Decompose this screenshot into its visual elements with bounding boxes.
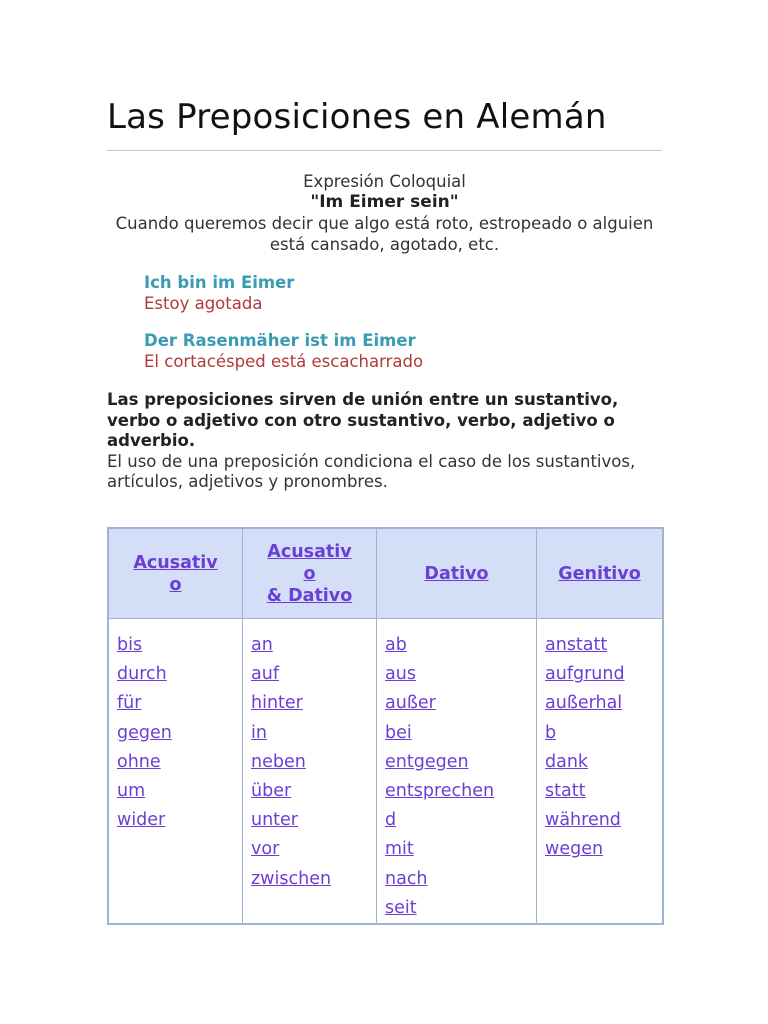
- preposition-link[interactable]: aus: [385, 664, 416, 685]
- preposition-link[interactable]: bei: [385, 722, 412, 743]
- prepositions-table: [107, 527, 664, 925]
- preposition-link[interactable]: auf: [251, 664, 279, 685]
- list-item[interactable]: [251, 865, 368, 894]
- definition-line1: El uso de una preposición condiciona el caso de los sustantivos,: [107, 451, 636, 471]
- header-acusativo[interactable]: [108, 528, 243, 619]
- preposition-link[interactable]: b: [545, 722, 557, 743]
- example-german: Der Rasenmäher ist im Eimer: [144, 331, 416, 350]
- preposition-link[interactable]: für: [117, 693, 142, 714]
- preposition-link[interactable]: außer: [385, 693, 436, 714]
- list-item[interactable]: [251, 631, 368, 660]
- list-item[interactable]: [251, 689, 368, 718]
- list-item[interactable]: [385, 660, 528, 689]
- preposition-link[interactable]: gegen: [117, 722, 172, 743]
- list-item[interactable]: [251, 719, 368, 748]
- list-item[interactable]: [117, 660, 234, 689]
- list-item[interactable]: [385, 689, 528, 718]
- preposition-link[interactable]: entsprechen: [385, 781, 495, 802]
- header-dativo[interactable]: [377, 528, 537, 619]
- header-dativo-link[interactable]: Dativo: [424, 563, 489, 584]
- list-item[interactable]: [117, 806, 234, 835]
- preposition-link[interactable]: während: [545, 810, 621, 831]
- example-spanish: El cortacésped está escacharrado: [144, 352, 424, 371]
- list-item[interactable]: [545, 660, 654, 689]
- list-item[interactable]: [117, 748, 234, 777]
- preposition-link[interactable]: hinter: [251, 693, 303, 714]
- preposition-link[interactable]: nach: [385, 868, 428, 889]
- preposition-link[interactable]: in: [251, 722, 267, 743]
- table-row: [108, 619, 663, 925]
- header-acusativo-line1[interactable]: Acusativ: [133, 552, 218, 573]
- intro-block: [107, 171, 662, 255]
- preposition-link[interactable]: zwischen: [251, 868, 332, 889]
- header-genitivo-link[interactable]: Genitivo: [558, 563, 641, 584]
- header-acdat-line1[interactable]: Acusativ: [267, 541, 352, 562]
- list-item[interactable]: [385, 777, 528, 806]
- intro-expression: "Im Eimer sein": [310, 192, 459, 212]
- preposition-link[interactable]: dank: [545, 751, 589, 772]
- intro-description-line1: Cuando queremos decir que algo está roto, estropeado o alguien: [115, 214, 654, 233]
- definition-paragraph: [107, 390, 667, 493]
- list-acusativo-dativo: [251, 631, 368, 894]
- definition-bold-line1: Las preposiciones sirven de unión entre un sustantivo,: [107, 390, 619, 409]
- list-item[interactable]: [251, 748, 368, 777]
- cell-dativo: [377, 619, 537, 925]
- example-spanish: Estoy agotada: [144, 294, 263, 313]
- list-item[interactable]: [385, 806, 528, 835]
- definition-bold-line3: adverbio.: [107, 431, 196, 450]
- list-item[interactable]: [117, 777, 234, 806]
- list-item[interactable]: [545, 748, 654, 777]
- header-acusativo-dativo[interactable]: [243, 528, 377, 619]
- list-item[interactable]: [385, 631, 528, 660]
- preposition-link[interactable]: über: [251, 781, 292, 802]
- cell-acusativo: [108, 619, 243, 925]
- list-item[interactable]: [117, 719, 234, 748]
- preposition-link[interactable]: wegen: [545, 839, 604, 860]
- list-item[interactable]: [545, 719, 654, 748]
- list-dativo: [385, 631, 528, 923]
- title-divider: [107, 150, 662, 151]
- intro-description-line2: está cansado, agotado, etc.: [269, 235, 500, 254]
- preposition-link[interactable]: vor: [251, 839, 280, 860]
- table-header-row: [108, 528, 663, 619]
- list-item[interactable]: [385, 865, 528, 894]
- preposition-link[interactable]: außerhal: [545, 693, 623, 714]
- header-acdat-line3[interactable]: & Dativo: [266, 585, 353, 606]
- example-german: Ich bin im Eimer: [144, 273, 295, 292]
- list-item[interactable]: [545, 777, 654, 806]
- preposition-link[interactable]: statt: [545, 781, 586, 802]
- list-item[interactable]: [385, 835, 528, 864]
- list-item[interactable]: [385, 894, 528, 923]
- list-item[interactable]: [117, 689, 234, 718]
- preposition-link[interactable]: wider: [117, 810, 166, 831]
- page-title: Las Preposiciones en Alemán: [107, 97, 607, 137]
- preposition-link[interactable]: durch: [117, 664, 167, 685]
- cell-acusativo-dativo: [243, 619, 377, 925]
- list-item[interactable]: [545, 835, 654, 864]
- list-item[interactable]: [251, 777, 368, 806]
- header-acusativo-line2[interactable]: o: [169, 574, 182, 595]
- preposition-link[interactable]: ab: [385, 635, 407, 655]
- preposition-link[interactable]: unter: [251, 810, 299, 831]
- list-genitivo: [545, 631, 654, 865]
- preposition-link[interactable]: anstatt: [545, 635, 608, 655]
- example-2: [144, 330, 423, 372]
- list-item[interactable]: [117, 631, 234, 660]
- preposition-link[interactable]: aufgrund: [545, 664, 625, 685]
- list-item[interactable]: [251, 806, 368, 835]
- list-acusativo: [117, 631, 234, 835]
- cell-genitivo: [537, 619, 664, 925]
- preposition-link[interactable]: entgegen: [385, 751, 469, 772]
- list-item[interactable]: [385, 719, 528, 748]
- intro-subtitle: Expresión Coloquial: [303, 172, 466, 191]
- preposition-link[interactable]: mit: [385, 839, 414, 860]
- definition-line2: artículos, adjetivos y pronombres.: [107, 472, 388, 491]
- preposition-link[interactable]: bis: [117, 635, 143, 655]
- preposition-link[interactable]: ohne: [117, 751, 161, 772]
- list-item[interactable]: [251, 660, 368, 689]
- list-item[interactable]: [545, 689, 654, 718]
- header-acdat-line2[interactable]: o: [303, 563, 316, 584]
- preposition-link[interactable]: d: [385, 810, 397, 831]
- header-acusativo-dativo-link[interactable]: [267, 541, 352, 607]
- list-item[interactable]: [545, 806, 654, 835]
- preposition-link[interactable]: neben: [251, 751, 306, 772]
- list-item[interactable]: [251, 835, 368, 864]
- preposition-link[interactable]: seit: [385, 897, 417, 918]
- preposition-link[interactable]: um: [117, 781, 146, 802]
- list-item[interactable]: [385, 748, 528, 777]
- example-1: [144, 272, 294, 314]
- definition-bold-line2: verbo o adjetivo con otro sustantivo, verbo, adjetivo o: [107, 410, 615, 430]
- list-item[interactable]: [545, 631, 654, 660]
- header-acusativo-link[interactable]: [133, 552, 217, 596]
- header-genitivo[interactable]: [537, 528, 664, 619]
- preposition-link[interactable]: an: [251, 635, 273, 655]
